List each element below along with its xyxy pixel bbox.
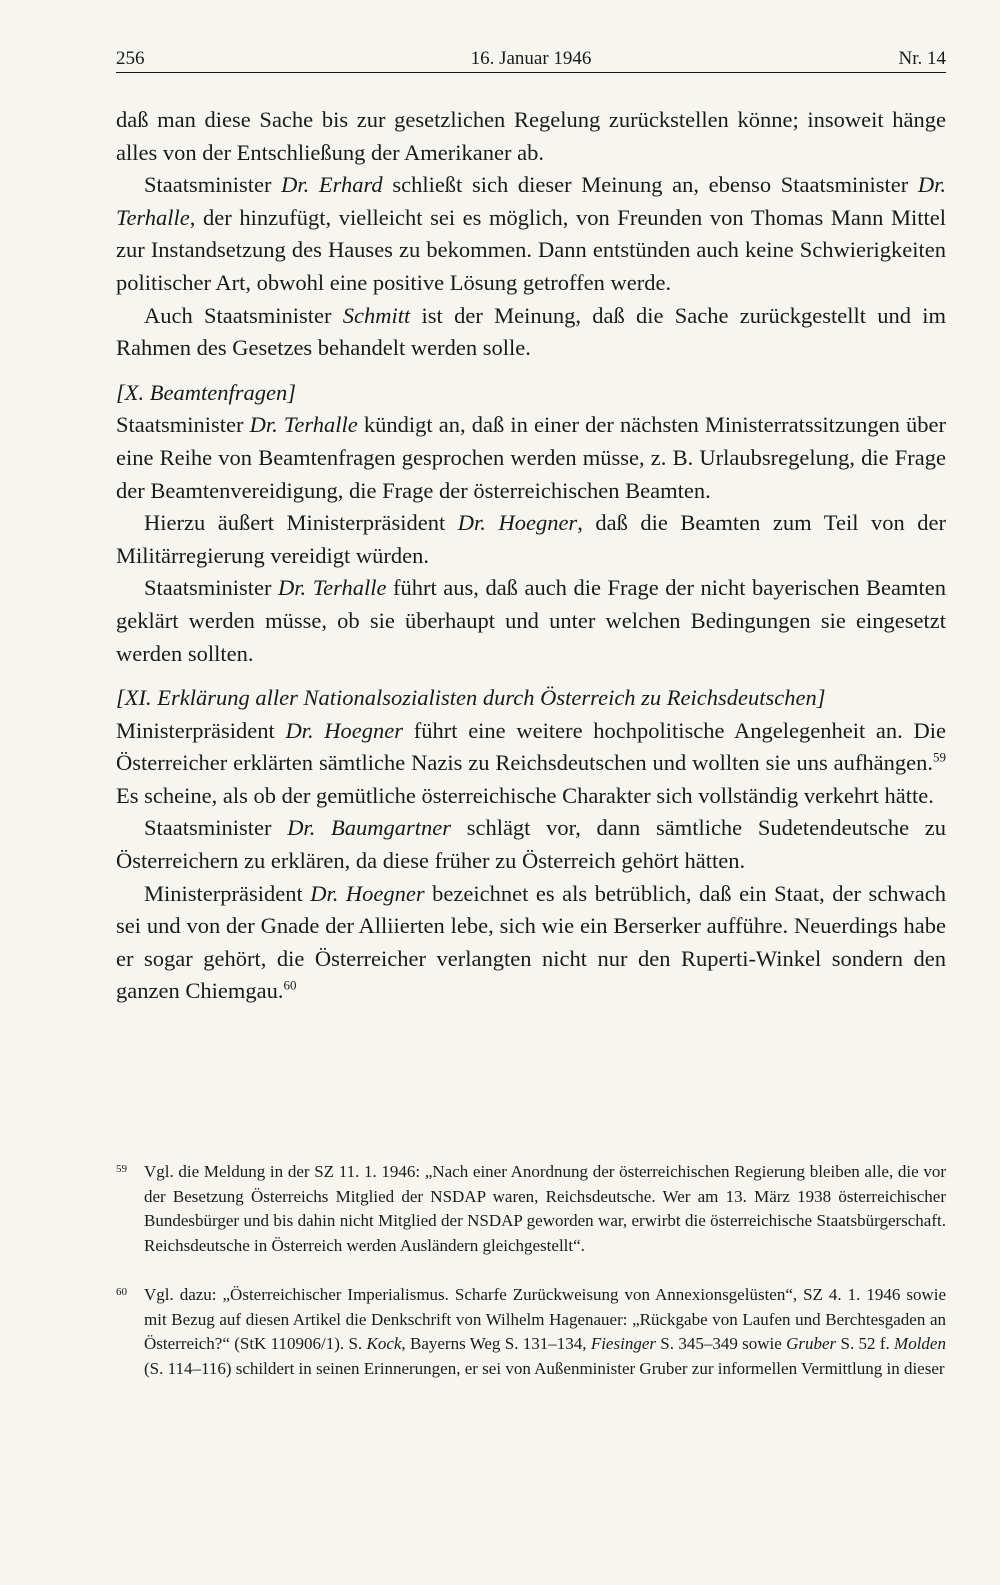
paragraph: Staatsminister Dr. Baumgartner schlägt vor, dann sämtliche Sudetendeutsche zu Österreichern zu erklären, da diese früher zu Österreich gehört hätten. xyxy=(116,815,946,874)
footnote-number: 59 xyxy=(116,1163,127,1175)
person-name: Dr. Baumgartner xyxy=(287,815,452,841)
paragraph: Hierzu äußert Ministerpräsident Dr. Hoegner, daß die Beamten zum Teil von der Militärregierung vereidigt würden. xyxy=(116,510,946,568)
person-name: Dr. Terhalle xyxy=(116,172,946,230)
document-number: Nr. 14 xyxy=(898,48,946,69)
paragraph: Staatsminister Dr. Terhalle kündigt an, daß in einer der nächsten Ministerratssitzungen über eine Reihe von Beamtenfragen gesprochen werden müsse, z. B. Urlaubsregelung, die Frage der Beamtenvereidigung, die Frage der österreichischen Beamten. xyxy=(116,412,946,503)
running-header xyxy=(116,44,946,74)
person-name: Dr. Erhard xyxy=(281,172,383,198)
header-date: 16. Januar 1946 xyxy=(470,48,592,69)
paragraph: Staatsminister Dr. Terhalle führt aus, daß auch die Frage der nicht bayerischen Beamten geklärt werden müsse, ob sie überhaupt und unter welchen Bedingungen sie eingesetzt werden sollten. xyxy=(116,575,946,666)
person-name: Schmitt xyxy=(342,302,411,328)
page-number: 256 xyxy=(116,48,145,69)
footnote-59 xyxy=(116,1160,946,1259)
footnote-ref[interactable]: 60 xyxy=(283,977,297,993)
author-name: Gruber xyxy=(786,1334,837,1354)
main-text xyxy=(116,104,946,1008)
header-rule xyxy=(116,72,946,73)
author-name: Fiesinger xyxy=(590,1334,656,1354)
footnote-text: Vgl. dazu: „Österreichischer Imperialismus. Scharfe Zurückweisung von Annexionsgelüsten“, SZ 4. 1. 1946 sowie mit Bezug auf diesen Artikel die Denkschrift von Wilhelm Hagenauer: „Rückgabe von Laufen und Berchtesgaden an Österreich?“ (StK 110906/1). S. Kock, Bayerns Weg S. 131–134, Fiesinger S. 345–349 sowie Gruber S. 52 f. Molden (S. 114–116) schildert in seinen Erinnerungen, er sei von Außenminister Gruber zur informellen Vermittlung in dieser xyxy=(144,1285,946,1379)
person-name: Dr. Hoegner xyxy=(457,510,578,536)
author-name: Molden xyxy=(894,1334,946,1354)
person-name: Dr. Terhalle xyxy=(249,412,358,438)
paragraph: Ministerpräsident Dr. Hoegner bezeichnet es als betrüblich, daß ein Staat, der schwach sei und von der Gnade der Alliierten lebe, sich wie ein Berserker aufführe. Neuerdings habe er sogar gehört, die Österreicher verlangten nicht nur den Ruperti-Winkel sondern den ganzen Chiemgau.$^{60}$ xyxy=(116,880,946,1004)
paragraph: Auch Staatsminister Schmitt ist der Meinung, daß die Sache zurückgestellt und im Rahmen des Gesetzes behandelt werden solle. xyxy=(116,302,946,361)
paragraph: Staatsminister Dr. Erhard schließt sich dieser Meinung an, ebenso Staatsminister Dr. Terhalle, der hinzufügt, vielleicht sei es möglich, von Freunden von Thomas Mann Mittel zur Instandsetzung des Hauses zu bekommen. Dann entstünden auch keine Schwierigkeiten politischer Art, obwohl eine positive Lösung getroffen werde. xyxy=(116,172,946,295)
footnote-text: Vgl. die Meldung in der SZ 11. 1. 1946: „Nach einer Anordnung der österreichischen Regierung bleiben alle, die vor der Besetzung Österreichs Mitglied der NSDAP waren, Reichsdeutsche. Wer am 13. März 1938 österreichischer Bundesbürger und bis dahin nicht Mitglied der NSDAP geworden war, erwirbt die österreichische Staatsbürgerschaft. Reichsdeutsche in Österreich werden Ausländern gleichgestellt“. xyxy=(144,1162,946,1256)
person-name: Dr. Hoegner xyxy=(285,717,404,743)
paragraph: daß man diese Sache bis zur gesetzlichen Regelung zurückstellen könne; insoweit hänge alles von der Entschließung der Amerikaner ab. xyxy=(116,107,946,165)
section-heading: [XI. Erklärung aller Nationalsozialisten durch Österreich zu Reichsdeutschen] xyxy=(116,685,826,711)
paragraph: Ministerpräsident Dr. Hoegner führt eine weitere hochpolitische Angelegenheit an. Die Österreicher erklärten sämtliche Nazis zu Reichsdeutschen und wollten sie uns aufhängen.$^{59}$ Es scheine, als ob der gemütliche österreichische Charakter sich vollständig verkehrt hätte. xyxy=(116,717,946,808)
person-name: Dr. Terhalle xyxy=(278,575,387,601)
section-heading: [X. Beamtenfragen] xyxy=(116,379,296,405)
person-name: Dr. Hoegner xyxy=(310,880,425,906)
footnote-ref[interactable]: 59 xyxy=(933,749,946,765)
author-name: Kock xyxy=(366,1334,402,1354)
footnote-number: 60 xyxy=(116,1286,127,1298)
footnote-60 xyxy=(116,1283,946,1382)
